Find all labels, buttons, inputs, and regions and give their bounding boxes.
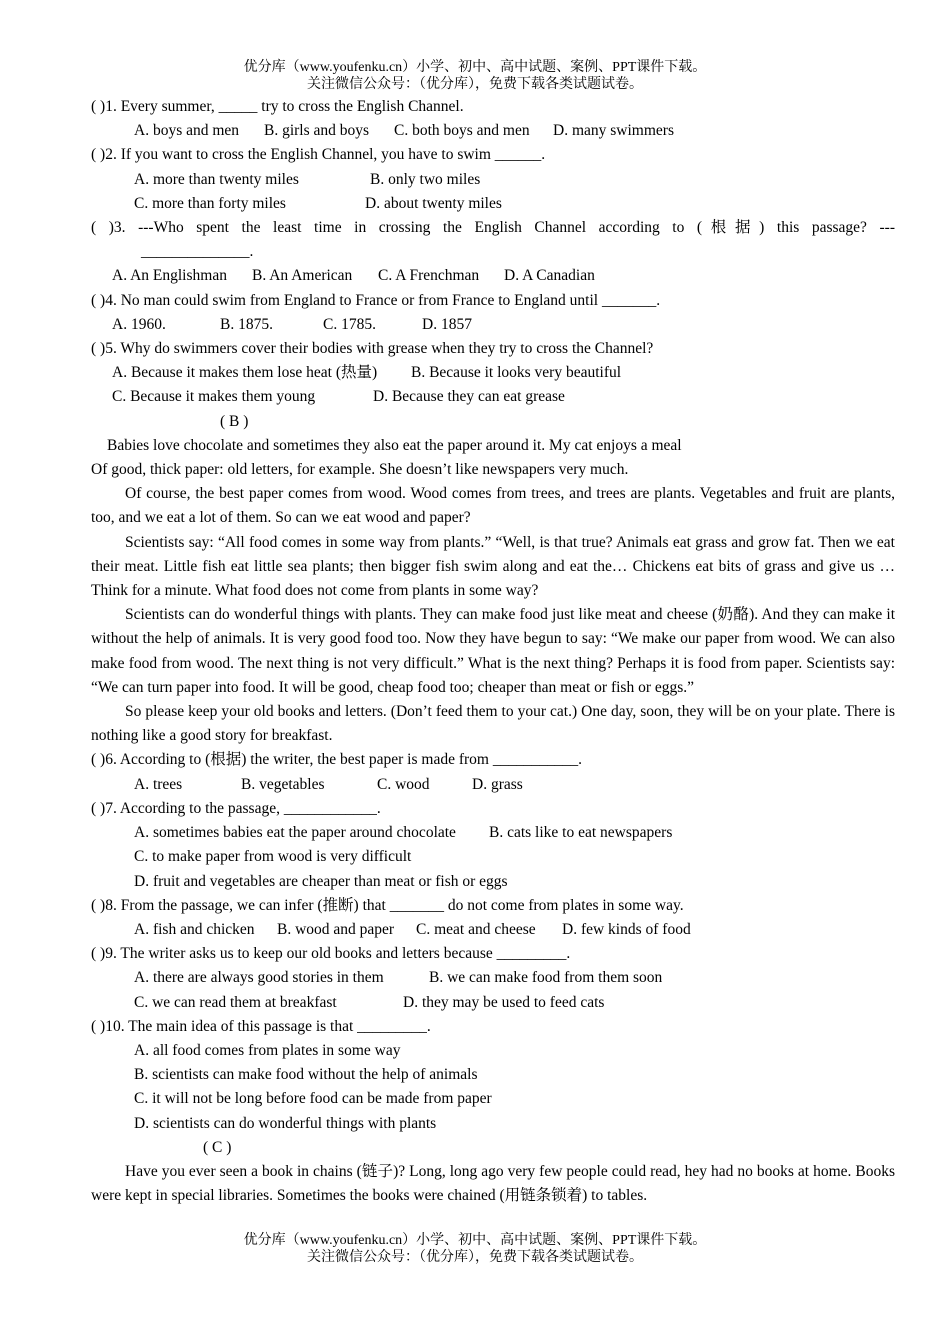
- question-10-option-a: A. all food comes from plates in some way: [134, 1041, 401, 1059]
- question-7-option-c: C. to make paper from wood is very difficult: [134, 848, 412, 866]
- option-b: B. 1875.: [220, 315, 273, 333]
- option-d: D. grass: [472, 775, 523, 793]
- option-b: B. An American: [252, 267, 353, 285]
- question-10-option-c: C. it will not be long before food can be made from paper: [134, 1090, 492, 1108]
- question-2-options-ab: [91, 168, 895, 192]
- question-3-options: [91, 264, 895, 288]
- question-8: ( )8. From the passage, we can infer (推断) that _______ do not come from plates in some way.: [91, 896, 684, 914]
- section-b-paragraph-1b: Of good, thick paper: old letters, for example. She doesn’t like newspapers very much.: [91, 461, 629, 479]
- option-c: C. wood: [377, 775, 430, 793]
- question-9-options-ab: [91, 966, 895, 990]
- question-8-options: [91, 918, 895, 942]
- question-10-option-d: D. scientists can do wonderful things with plants: [134, 1114, 437, 1132]
- option-a: A. An Englishman: [112, 267, 227, 285]
- section-b-heading: ( B ): [220, 412, 249, 430]
- option-c: C. A Frenchman: [378, 267, 480, 285]
- section-b-paragraph-2: Of course, the best paper comes from wood. Wood comes from trees, and trees are plants. Vegetables and fruit are plants, too, and we eat a lot of them. So can we eat wood and paper?: [91, 485, 895, 527]
- option-c: C. we can read them at breakfast: [134, 993, 337, 1011]
- footer-line-2: 关注微信公众号：（优分库），免费下载各类试题试卷。: [307, 1250, 643, 1265]
- option-a: A. Because it makes them lose heat (热量): [112, 364, 378, 382]
- question-4-options: [91, 313, 895, 337]
- section-b-paragraph-4: Scientists can do wonderful things with plants. They can make food just like meat and cheese (奶酪). And they can make it without the help of animals. It is very good food too. Now they have begun to say: “We make our paper from wood. We can also make food from wood. The next thing is not very difficult.” What is the next thing? Perhaps it is food from paper. Scientists say: “We can turn paper into food. It will be good, cheap food too; cheaper than meat or fish or eggs.”: [91, 606, 895, 696]
- section-b-paragraph-5: So please keep your old books and letters. (Don’t feed them to your cat.) One day, soon, they will be on your plate. There is nothing like a good story for breakfast.: [91, 703, 895, 745]
- option-c: C. 1785.: [323, 315, 376, 333]
- option-a: A. more than twenty miles: [134, 170, 299, 188]
- option-b: B. only two miles: [370, 170, 481, 188]
- question-6: ( )6. According to (根据) the writer, the best paper is made from ___________.: [91, 751, 582, 769]
- option-c: C. both boys and men: [394, 122, 530, 140]
- question-5: ( )5. Why do swimmers cover their bodies with grease when they try to cross the Channel?: [91, 340, 654, 358]
- question-9: ( )9. The writer asks us to keep our old books and letters because _________.: [91, 945, 571, 963]
- section-b-paragraph-1a: Babies love chocolate and sometimes they also eat the paper around it. My cat enjoys a meal: [107, 436, 682, 454]
- question-6-options: [91, 773, 895, 797]
- question-3: ( )3. ---Who spent the least time in crossing the English Channel according to (根据) this passage? ---: [91, 219, 895, 237]
- option-d: D. A Canadian: [504, 267, 595, 285]
- header-line-1: 优分库（www.youfenku.cn）小学、初中、高中试题、案例、PPT课件下载。: [243, 60, 707, 75]
- question-2-options-cd: [91, 192, 895, 216]
- option-b: B. Because it looks very beautiful: [411, 364, 622, 382]
- question-7-option-d: D. fruit and vegetables are cheaper than meat or fish or eggs: [134, 872, 508, 890]
- option-d: D. few kinds of food: [562, 920, 691, 938]
- question-10: ( )10. The main idea of this passage is that _________.: [91, 1017, 431, 1035]
- option-b: B. girls and boys: [264, 122, 370, 140]
- option-b: B. cats like to eat newspapers: [489, 824, 673, 842]
- question-1: ( )1. Every summer, _____ try to cross the English Channel.: [91, 98, 464, 115]
- question-3-blank: ______________.: [141, 243, 254, 261]
- option-d: D. Because they can eat grease: [373, 388, 565, 406]
- option-c: C. meat and cheese: [416, 920, 536, 938]
- page-header: [0, 59, 950, 93]
- page-footer: [0, 1232, 950, 1266]
- option-d: D. about twenty miles: [365, 194, 502, 212]
- question-9-options-cd: [91, 991, 895, 1015]
- question-1-options: [91, 119, 895, 143]
- option-c: C. Because it makes them young: [112, 388, 316, 406]
- question-5-options-ab: [91, 361, 895, 385]
- option-a: A. there are always good stories in them: [134, 969, 384, 987]
- section-b-paragraph-3: Scientists say: “All food comes in some way from plants.” “Well, is that true? Animals eat grass and grow fat. Then we eat their meat. Little fish eat little sea plants; then bigger fish swim along and eat the… Chickens eat bits of grass and give us … Think for a minute. What food does not come from plants in some way?: [91, 533, 895, 600]
- option-b: B. we can make food from them soon: [429, 969, 663, 987]
- option-a: A. sometimes babies eat the paper around chocolate: [134, 824, 456, 842]
- exam-content: [91, 95, 895, 1208]
- option-a: A. 1960.: [112, 315, 166, 333]
- section-c-heading: ( C ): [203, 1138, 232, 1156]
- question-2: ( )2. If you want to cross the English Channel, you have to swim ______.: [91, 146, 546, 164]
- option-d: D. many swimmers: [553, 122, 674, 140]
- question-7: ( )7. According to the passage, ____________.: [91, 799, 381, 817]
- option-d: D. 1857: [422, 315, 472, 333]
- option-b: B. vegetables: [241, 775, 325, 793]
- option-c: C. more than forty miles: [134, 194, 286, 212]
- section-c-paragraph-1: Have you ever seen a book in chains (链子)? Long, long ago very few people could read, hey had no books at home. Books were kept in special libraries. Sometimes the books were chained (用链条锁着) to tables.: [91, 1162, 895, 1205]
- option-a: A. fish and chicken: [134, 920, 255, 938]
- option-b: B. wood and paper: [277, 920, 395, 938]
- option-d: D. they may be used to feed cats: [403, 993, 605, 1011]
- question-7-options-ab: [91, 821, 895, 845]
- option-a: A. boys and men: [134, 122, 240, 140]
- question-10-option-b: B. scientists can make food without the help of animals: [134, 1066, 478, 1084]
- question-4: ( )4. No man could swim from England to France or from France to England until _______.: [91, 291, 661, 309]
- header-line-2: 关注微信公众号：（优分库），免费下载各类试题试卷。: [307, 77, 643, 92]
- option-a: A. trees: [134, 775, 183, 793]
- footer-line-1: 优分库（www.youfenku.cn）小学、初中、高中试题、案例、PPT课件下载。: [243, 1233, 707, 1248]
- question-5-options-cd: [91, 385, 895, 409]
